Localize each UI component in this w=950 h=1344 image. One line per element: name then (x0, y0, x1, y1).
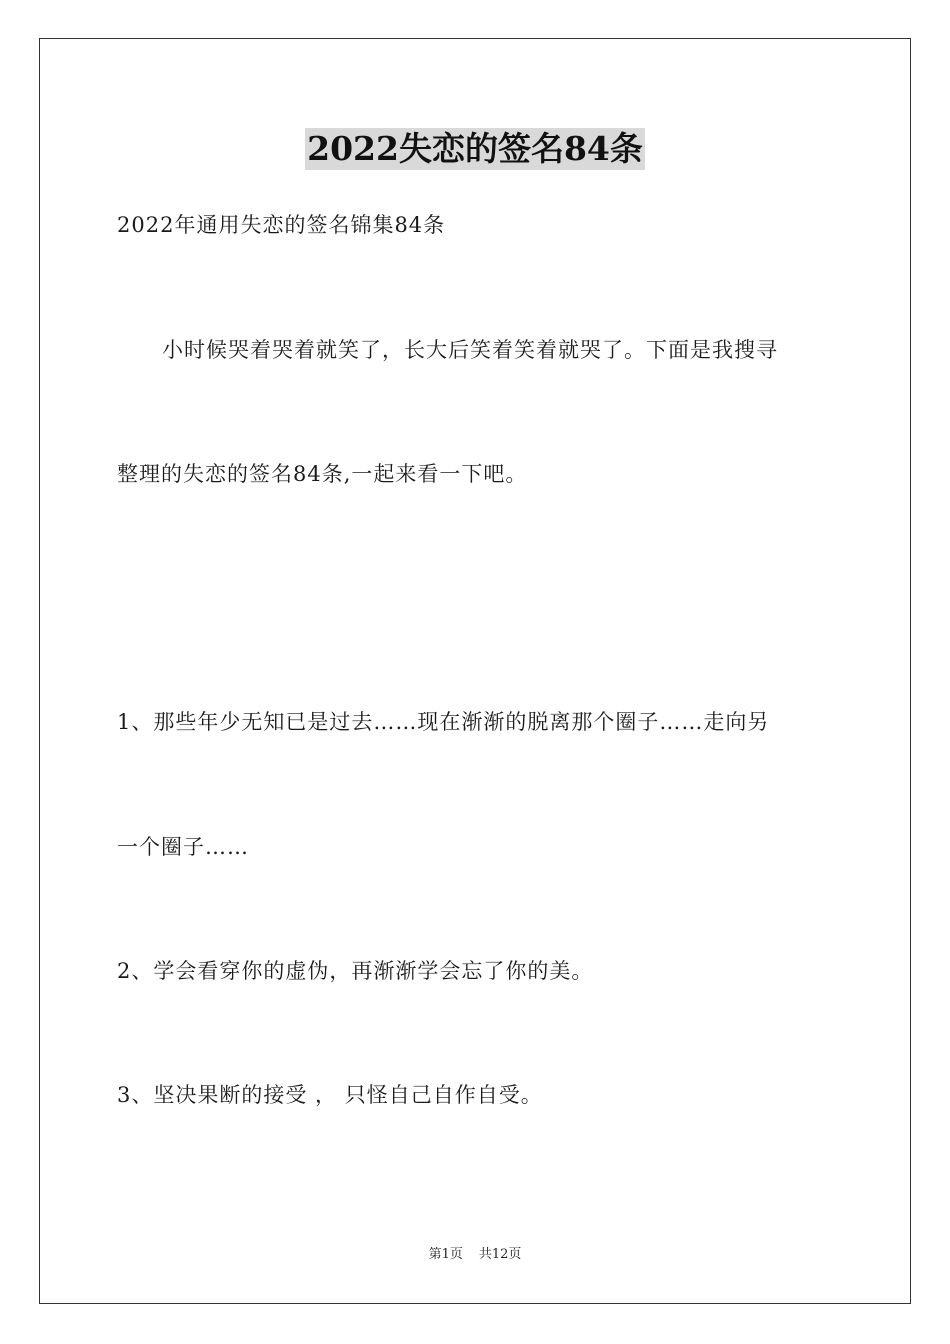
page-total: 共12页 (478, 1247, 522, 1262)
document-title: 2022失恋的签名84条 (307, 129, 643, 168)
intro-paragraph-line-2: 整理的失恋的签名84条,一起来看一下吧。 (117, 462, 528, 486)
title-container (0, 128, 950, 170)
document-subtitle: 2022年通用失恋的签名锦集84条 (117, 213, 446, 237)
list-item-1-line-2: 一个圈子…… (117, 835, 249, 859)
list-item-1-line-1: 1、那些年少无知已是过去……现在渐渐的脱离那个圈子……走向另 (117, 710, 770, 734)
page-footer (0, 1246, 950, 1264)
intro-paragraph-line-1: 小时候哭着哭着就笑了，长大后笑着笑着就哭了。下面是我搜寻 (162, 338, 778, 362)
list-item-2: 2、学会看穿你的虚伪，再渐渐学会忘了你的美。 (117, 959, 594, 983)
list-item-3: 3、坚决果断的接受 ， 只怪自己自作自受。 (117, 1083, 543, 1107)
page-number: 第1页 (428, 1247, 463, 1262)
